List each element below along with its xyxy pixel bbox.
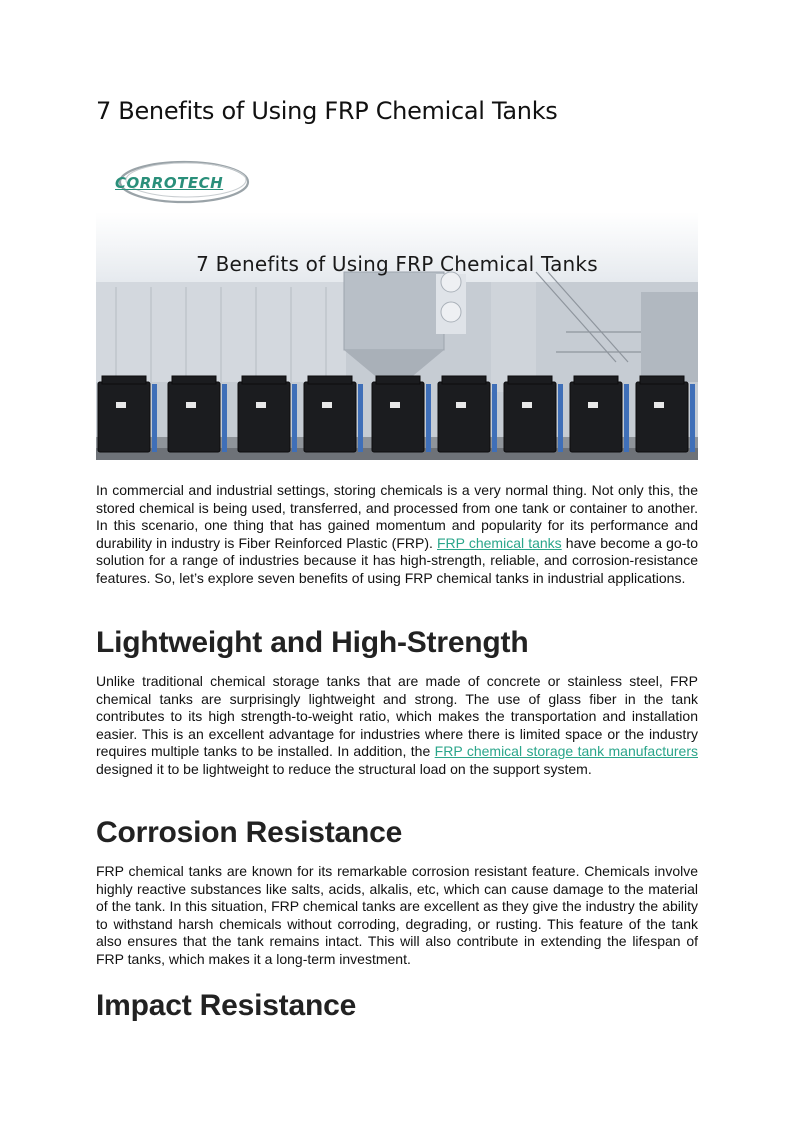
frp-chemical-tanks-link[interactable]: FRP chemical tanks <box>437 534 562 551</box>
corrotech-logo <box>112 158 252 208</box>
document-title: 7 Benefits of Using FRP Chemical Tanks <box>96 97 558 125</box>
industrial-plant-illustration <box>96 212 698 460</box>
frp-tank-manufacturers-link[interactable]: FRP chemical storage tank manufacturers <box>434 743 698 760</box>
logo-wordmark: CORROTECH <box>115 174 224 192</box>
hero-title: 7 Benefits of Using FRP Chemical Tanks <box>196 252 598 276</box>
heading-lightweight: Lightweight and High-Strength <box>96 626 529 659</box>
corrosion-paragraph: FRP chemical tanks are known for its remarkable corrosion resistant feature. Chemicals involve highly reactive substances like salts, acids, alkalis, etc, which can cause damage to the material of the tank. In this situation, FRP chemical tanks are excellent as they give the industry the ability to withstand harsh chemicals without corroding, degrading, or rusting. This feature of the tank also ensures that the tank remains intact. This will also contribute in extending the lifespan of FRP tanks, which makes it a long-term investment. <box>96 863 698 967</box>
heading-impact: Impact Resistance <box>96 989 357 1022</box>
hero-image <box>96 212 698 460</box>
intro-paragraph: In commercial and industrial settings, storing chemicals is a very normal thing. Not only this, the stored chemical is being used, transferred, and processed from one tank or container to another. In this scenario, one thing that has gained momentum and popularity for its performance and durability in industry is Fiber Reinforced Plastic (FRP). FRP chemical tanks have become a go-to solution for a range of industries because it has high-strength, reliable, and corrosion-resistance features. So, let’s explore seven benefits of using FRP chemical tanks in industrial applications. <box>96 482 698 586</box>
tank-row <box>98 376 695 452</box>
lightweight-paragraph: Unlike traditional chemical storage tanks that are made of concrete or stainless steel, FRP chemical tanks are surprisingly lightweight and strong. The use of glass fiber in the tank contributes to its high strength-to-weight ratio, which makes the transportation and installation easier. This is an excellent advantage for industries where there is limited space or the industry requires multiple tanks to be installed. In addition, the FRP chemical storage tank manufacturers designed it to be lightweight to reduce the structural load on the support system. <box>96 673 698 777</box>
heading-corrosion: Corrosion Resistance <box>96 816 403 849</box>
